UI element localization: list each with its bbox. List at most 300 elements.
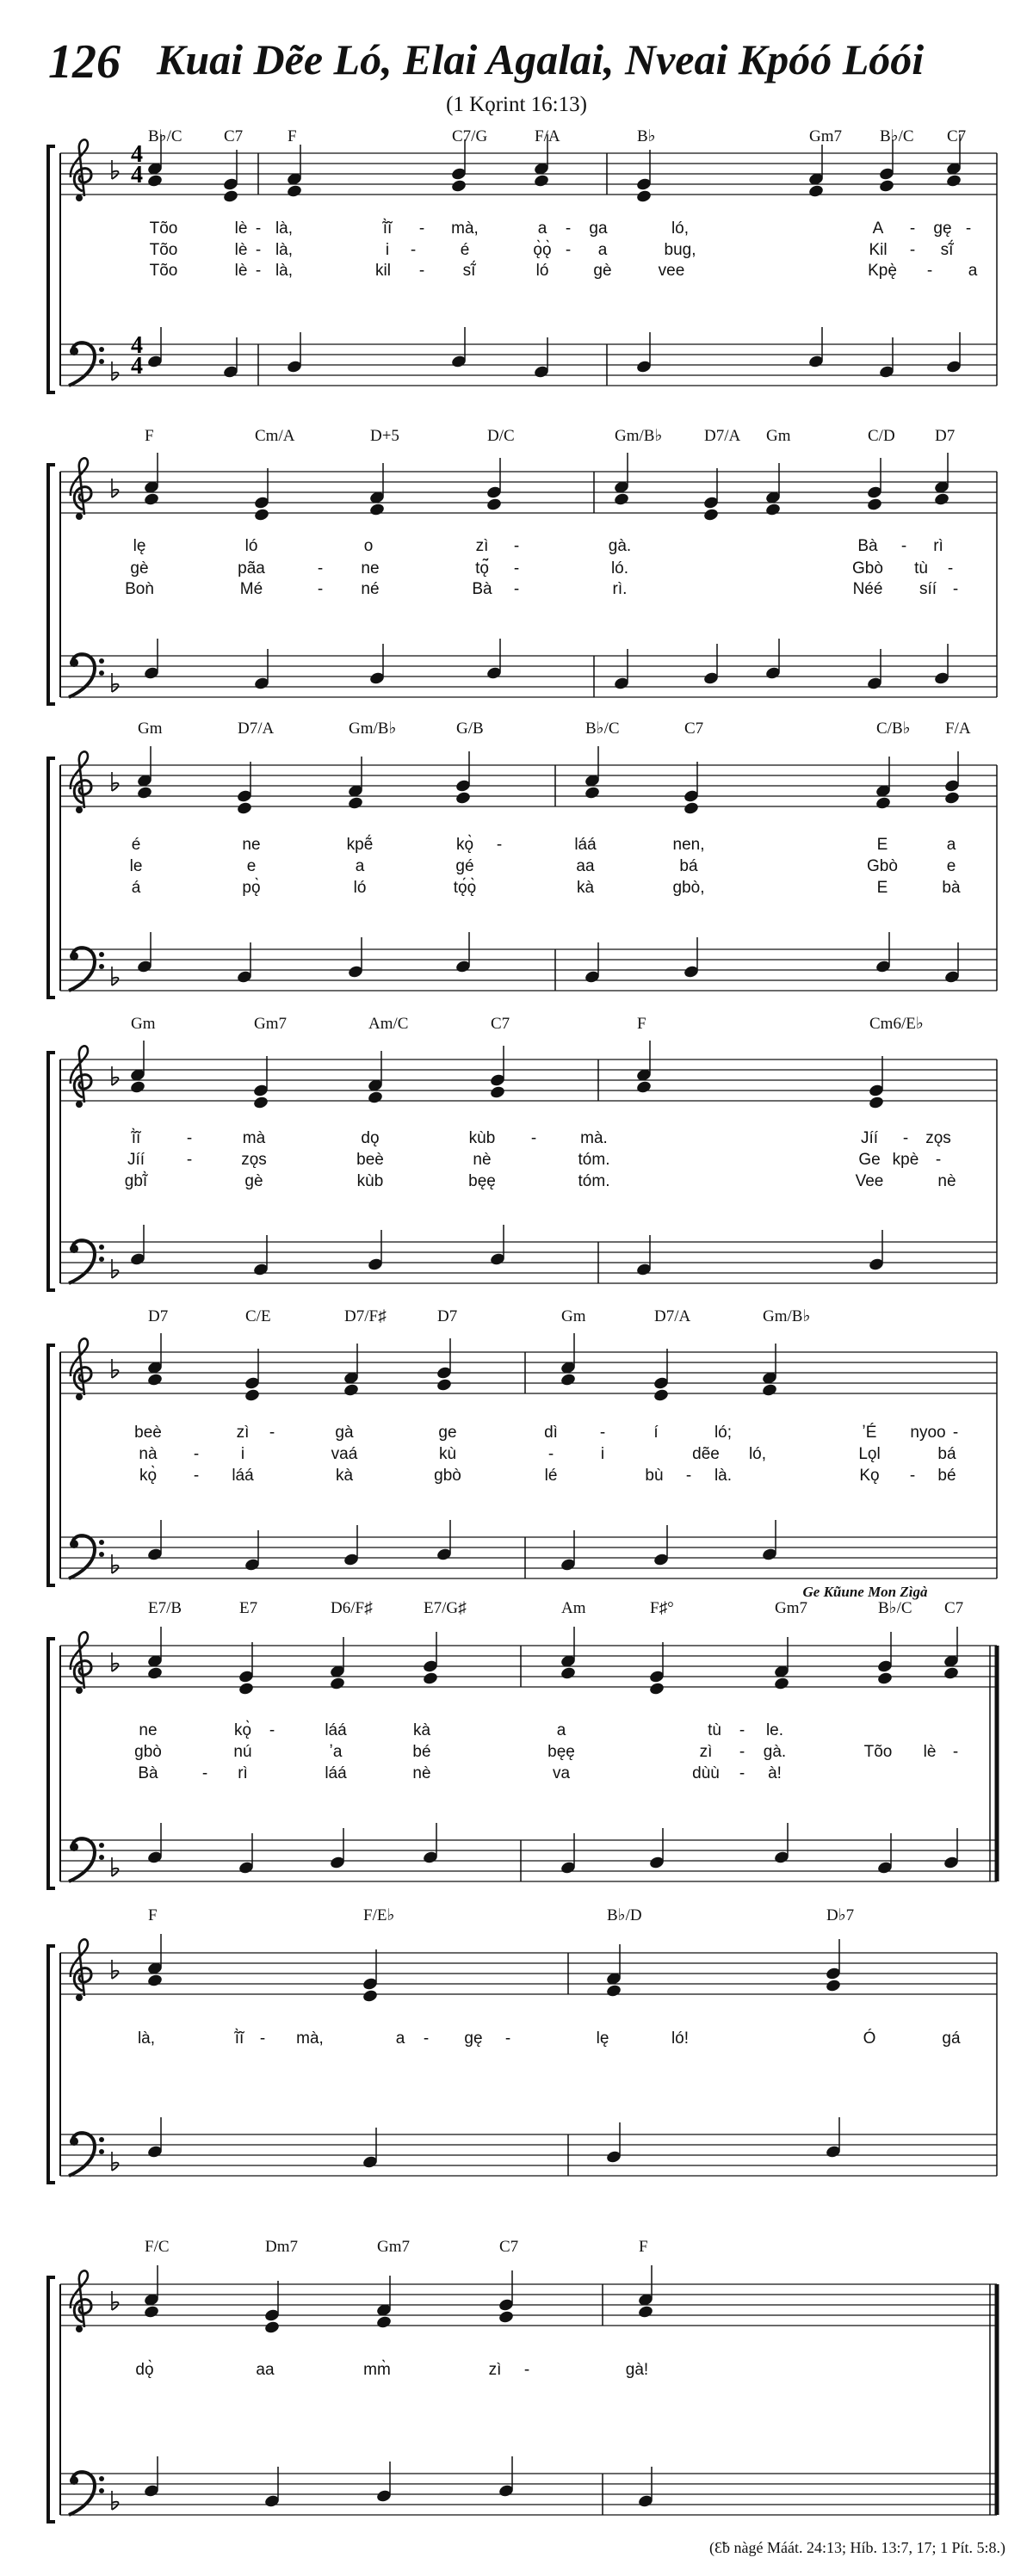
lyric-syllable: - [193, 1445, 200, 1463]
time-signature: 4 [131, 332, 143, 359]
lyric-syllable: - [739, 1743, 745, 1761]
lyric-syllable: - [513, 580, 520, 598]
lyric-syllable: bà [942, 879, 961, 897]
flat-sign [112, 772, 119, 791]
flat-sign [112, 2291, 119, 2310]
lyric-syllable: zǫs [241, 1151, 267, 1169]
lyric-syllable: - [186, 1129, 193, 1147]
lyric-syllable: láá [325, 1721, 347, 1739]
bass-clef [69, 1535, 104, 1578]
performance-annotation: Ge Kũune Mon Zìgà [802, 1584, 928, 1600]
flat-sign [112, 160, 119, 179]
hymn-title: Kuai Dẽe Ló, Elai Agalai, Nveai Kpóó Lóói [157, 35, 925, 83]
lyric-syllable: kùb [468, 1129, 496, 1147]
treble-notehead [252, 1096, 269, 1110]
lyric-syllable: bug, [664, 241, 696, 259]
flat-sign [112, 1359, 119, 1378]
lyric-syllable: - [565, 241, 572, 259]
lyric-syllable: gá [942, 2029, 961, 2048]
lyric-syllable: bá [679, 857, 698, 875]
chord-symbol: D7/A [238, 720, 275, 738]
flat-sign [112, 1652, 119, 1671]
lyric-syllable: ʼÉ [862, 1424, 877, 1442]
lyric-syllable: beè [356, 1151, 384, 1169]
lyric-syllable: á [131, 879, 141, 897]
scripture-reference: (1 Kǫrint 16:13) [446, 93, 587, 116]
chord-symbol: Dm7 [265, 2238, 298, 2256]
lyric-syllable: là, [275, 241, 294, 259]
lyric-syllable: pǫ̀ [242, 879, 261, 897]
treble-notehead [764, 503, 781, 517]
lyric-syllable: nè [473, 1151, 492, 1169]
chord-symbol: C7 [947, 127, 967, 145]
lyric-syllable: tǫ̃́ [475, 559, 489, 578]
treble-notehead [868, 1096, 884, 1110]
lyric-syllable: nú [233, 1743, 252, 1761]
lyric-syllable: va [552, 1764, 571, 1782]
treble-notehead [146, 1666, 163, 1681]
lyric-syllable: gà! [625, 2361, 649, 2379]
lyric-syllable: ló [353, 879, 367, 897]
time-signature: 4 [131, 162, 143, 188]
lyric-syllable: - [513, 537, 520, 555]
chord-symbol: C7/G [452, 127, 488, 145]
lyric-syllable: bá [937, 1445, 956, 1463]
lyric-syllable: beè [134, 1424, 162, 1442]
chord-symbol: C/B♭ [876, 720, 911, 738]
lyric-syllable: gbò, [672, 879, 705, 897]
treble-clef [71, 1046, 91, 1108]
lyric-syllable: gè [130, 559, 149, 578]
lyric-syllable: E [876, 879, 888, 897]
lyric-syllable: Gbò [852, 559, 883, 578]
lyric-syllable: Tõo [149, 219, 178, 238]
lyric-syllable: kà [412, 1721, 431, 1739]
lyric-syllable: - [201, 1764, 208, 1782]
system-bracket [48, 2277, 55, 2522]
chord-symbol: Gm7 [377, 2238, 410, 2256]
lyric-syllable: Kpę̀ [868, 262, 897, 280]
lyric-syllable: ǫ̀ǫ̀ [533, 241, 552, 259]
lyric-syllable: vee [658, 262, 685, 280]
lyric-syllable: bé [937, 1467, 956, 1485]
lyric-syllable: - [504, 2029, 511, 2048]
time-signature: 4 [131, 141, 143, 168]
system-bracket [48, 465, 55, 704]
chord-symbol: C7 [224, 127, 244, 145]
flat-sign [112, 967, 119, 985]
lyric-syllable: lę [133, 537, 146, 555]
lyric-syllable: - [952, 580, 959, 598]
treble-notehead [943, 791, 960, 806]
lyric-syllable: bęę [547, 1743, 575, 1761]
lyric-syllable: Tõo [149, 241, 178, 259]
chord-symbol: C7 [491, 1015, 510, 1033]
lyric-syllable: tóm. [578, 1172, 610, 1190]
hymn-number: 126 [48, 35, 121, 89]
chord-symbol: F/E♭ [363, 1906, 395, 1924]
treble-notehead [866, 497, 882, 512]
treble-notehead [875, 796, 891, 811]
lyric-syllable: zì [475, 537, 489, 555]
treble-clef [71, 1939, 91, 2001]
chord-symbol: E7/B [148, 1599, 182, 1617]
lyric-syllable: Bà [138, 1764, 158, 1782]
treble-notehead [807, 184, 824, 199]
lyric-syllable: gà. [608, 537, 632, 555]
treble-notehead [238, 1682, 254, 1696]
lyric-syllable: ge [438, 1424, 457, 1442]
lyric-syllable: Jíí [127, 1151, 145, 1169]
flat-sign [112, 1259, 119, 1278]
treble-notehead [773, 1677, 789, 1691]
chord-symbol: F/A [535, 127, 560, 145]
lyric-syllable: o [363, 537, 374, 555]
lyric-syllable: nà [139, 1445, 158, 1463]
lyric-syllable: là. [714, 1467, 733, 1485]
lyric-syllable: - [685, 1467, 692, 1485]
lyric-syllable: - [259, 2029, 266, 2048]
lyric-syllable: là, [137, 2029, 156, 2048]
chord-symbol: Am/C [368, 1015, 409, 1033]
treble-notehead [263, 2320, 280, 2335]
lyric-syllable: ló. [610, 559, 629, 578]
lyric-syllable: - [193, 1467, 200, 1485]
chord-symbol: C/E [245, 1307, 271, 1325]
lyric-syllable: - [952, 1743, 959, 1761]
lyric-syllable: - [952, 1424, 959, 1442]
chord-symbol: C7 [499, 2238, 519, 2256]
chord-symbol: Gm [561, 1307, 586, 1325]
bass-clef [69, 654, 104, 697]
treble-notehead [635, 189, 652, 204]
lyric-syllable: dẽe [692, 1445, 720, 1463]
treble-notehead [146, 1974, 163, 1988]
lyric-syllable: gbò [434, 1467, 461, 1485]
lyric-syllable: a [597, 241, 608, 259]
lyric-syllable: ló [244, 537, 258, 555]
lyric-syllable: - [410, 241, 417, 259]
lyric-syllable: a [968, 262, 978, 280]
flat-sign [112, 479, 119, 497]
lyric-syllable: aa [256, 2361, 275, 2379]
chord-symbol: Gm [138, 720, 163, 738]
flat-sign [112, 361, 119, 380]
lyric-syllable: bęę [468, 1172, 496, 1190]
chord-symbol: D7/F♯ [344, 1307, 387, 1325]
lyric-syllable: là, [275, 262, 294, 280]
lyric-syllable: gè [244, 1172, 263, 1190]
lyric-syllable: e [946, 857, 956, 875]
lyric-syllable: pãa [238, 559, 265, 578]
treble-notehead [702, 508, 719, 522]
lyric-syllable: A [872, 219, 884, 238]
chord-symbol: Gm [766, 427, 791, 445]
treble-clef [71, 458, 91, 520]
lyric-syllable: - [965, 219, 972, 238]
lyric-syllable: - [418, 219, 425, 238]
treble-notehead [253, 508, 269, 522]
chord-symbol: Am [561, 1599, 586, 1617]
chord-symbol: B♭/D [607, 1906, 642, 1924]
treble-notehead [146, 174, 163, 188]
lyric-syllable: Lǫl [858, 1445, 881, 1463]
lyric-syllable: - [513, 559, 520, 578]
bass-clef [69, 948, 104, 991]
treble-notehead [584, 786, 600, 800]
lyric-syllable: lé [544, 1467, 558, 1485]
lyric-syllable: rì [238, 1764, 248, 1782]
treble-notehead [489, 1085, 505, 1100]
lyric-syllable: lè [234, 262, 248, 280]
treble-notehead [367, 1090, 383, 1105]
lyric-syllable: dì [544, 1424, 558, 1442]
treble-clef [71, 1632, 91, 1694]
lyric-syllable: tù [914, 559, 928, 578]
lyric-syllable: ĩ̀ĩ [234, 2029, 244, 2048]
lyric-syllable: dǫ̀ [135, 2361, 154, 2379]
lyric-syllable: láá [325, 1764, 347, 1782]
lyric-syllable: a [946, 836, 956, 854]
lyric-syllable: - [255, 219, 262, 238]
lyric-syllable: i [385, 241, 390, 259]
treble-notehead [637, 2305, 653, 2320]
lyric-syllable: ne [139, 1721, 158, 1739]
lyric-syllable: - [423, 2029, 430, 2048]
lyric-syllable: Bà [857, 537, 878, 555]
lyric-syllable: né [361, 580, 380, 598]
lyric-syllable: a [395, 2029, 405, 2048]
lyric-syllable: - [496, 836, 503, 854]
lyric-syllable: Ge [858, 1151, 881, 1169]
lyric-syllable: ʼa [329, 1743, 343, 1761]
flat-sign [112, 1960, 119, 1979]
chord-symbol: F [637, 1015, 646, 1033]
lyric-syllable: Vee [855, 1172, 884, 1190]
lyric-syllable: zì [699, 1743, 713, 1761]
treble-notehead [368, 503, 385, 517]
treble-notehead [222, 189, 238, 204]
treble-notehead [653, 1388, 669, 1403]
lyric-syllable: - [902, 1129, 909, 1147]
lyric-syllable: mà, [451, 219, 479, 238]
lyric-syllable: Tõo [149, 262, 178, 280]
lyric-syllable: sĩ́ [940, 241, 954, 259]
chord-symbol: F [639, 2238, 648, 2256]
lyric-syllable: nyoo [910, 1424, 946, 1442]
lyric-syllable: rì. [612, 580, 628, 598]
treble-notehead [635, 1080, 652, 1095]
lyric-syllable: - [255, 262, 262, 280]
bass-clef [69, 343, 104, 386]
lyric-syllable: aa [576, 857, 595, 875]
bass-clef [69, 1240, 104, 1283]
lyric-syllable: tǫ́ǫ̀ [453, 879, 477, 897]
lyric-syllable: lè [234, 219, 248, 238]
treble-notehead [236, 801, 252, 816]
treble-notehead [329, 1677, 345, 1691]
treble-notehead [436, 1378, 452, 1393]
chord-symbol: C7 [684, 720, 704, 738]
lyric-syllable: tóm. [578, 1151, 610, 1169]
lyric-syllable: nen, [672, 836, 705, 854]
treble-notehead [825, 1979, 841, 1993]
chord-symbol: C/D [868, 427, 895, 445]
lyric-syllable: E [876, 836, 888, 854]
bass-clef [69, 2472, 104, 2515]
treble-notehead [343, 1383, 359, 1398]
system-bracket [48, 1053, 55, 1290]
lyric-syllable: - [317, 559, 324, 578]
chord-symbol: F/A [945, 720, 971, 738]
lyric-syllable: Jíí [860, 1129, 879, 1147]
treble-notehead [533, 174, 549, 188]
treble-notehead [362, 1989, 378, 2004]
time-signature: 4 [131, 353, 143, 380]
lyric-syllable: ĩ̀ĩ [382, 219, 393, 238]
lyric-syllable: le. [765, 1721, 784, 1739]
lyric-syllable: kà [576, 879, 595, 897]
chord-symbol: F [148, 1906, 158, 1924]
lyric-syllable: - [599, 1424, 606, 1442]
lyric-syllable: là, [275, 219, 294, 238]
chord-symbol: D7 [148, 1307, 169, 1325]
lyric-syllable: - [418, 262, 425, 280]
treble-notehead [560, 1373, 576, 1387]
lyric-syllable: a [355, 857, 365, 875]
chord-symbol: D7/A [654, 1307, 691, 1325]
lyric-syllable: - [255, 241, 262, 259]
chord-symbol: Gm7 [254, 1015, 287, 1033]
treble-notehead [244, 1388, 260, 1403]
lyric-syllable: Bà [472, 580, 492, 598]
chord-symbol: C7 [944, 1599, 964, 1617]
lyric-syllable: - [935, 1151, 942, 1169]
flat-sign [112, 1554, 119, 1573]
treble-clef [71, 1338, 91, 1400]
treble-notehead [933, 492, 949, 507]
treble-notehead [347, 796, 363, 811]
lyric-syllable: tù [708, 1721, 721, 1739]
lyric-syllable: bù [645, 1467, 664, 1485]
treble-clef [71, 2270, 91, 2332]
lyric-syllable: gà. [763, 1743, 787, 1761]
lyric-syllable: zǫs [925, 1129, 951, 1147]
lyric-syllable: ne [361, 559, 380, 578]
treble-notehead [943, 1666, 959, 1681]
lyric-syllable: nè [937, 1172, 956, 1190]
chord-symbol: Cm6/E♭ [869, 1015, 924, 1033]
lyric-syllable: dùù [692, 1764, 720, 1782]
lyric-syllable: gbò [134, 1743, 162, 1761]
treble-clef [71, 751, 91, 813]
lyric-syllable: gà [335, 1424, 354, 1442]
lyric-syllable: Tõo [863, 1743, 893, 1761]
lyric-syllable: dǫ [361, 1129, 380, 1147]
chord-symbol: Gm/B♭ [349, 720, 397, 738]
chord-symbol: B♭ [637, 127, 656, 145]
treble-notehead [876, 1671, 893, 1686]
lyric-syllable: - [547, 1445, 554, 1463]
lyric-syllable: a [537, 219, 547, 238]
lyric-syllable: - [186, 1151, 193, 1169]
chord-symbol: B♭/C [148, 127, 182, 145]
lyric-syllable: gé [455, 857, 474, 875]
lyric-syllable: kpè [892, 1151, 919, 1169]
lyric-syllable: kǫ̀ [455, 836, 474, 854]
lyric-syllable: Kǫ [859, 1467, 880, 1485]
chord-symbol: B♭/C [878, 1599, 912, 1617]
chord-symbol: Gm [131, 1015, 156, 1033]
lyric-syllable: ga [589, 219, 608, 238]
lyric-syllable: Mé [239, 580, 263, 598]
lyric-syllable: sĩ́ [462, 262, 476, 280]
lyric-syllable: Ó [863, 2029, 876, 2048]
lyric-syllable: i [240, 1445, 245, 1463]
lyric-syllable: láá [574, 836, 597, 854]
lyric-syllable: ĩ̀ĩ [131, 1129, 141, 1147]
lyric-syllable: i [600, 1445, 605, 1463]
treble-notehead [286, 184, 302, 199]
lyric-syllable: mà. [580, 1129, 608, 1147]
chord-symbol: Gm/B♭ [763, 1307, 811, 1325]
lyric-syllable: kù [438, 1445, 457, 1463]
system-bracket [48, 758, 55, 998]
lyric-syllable: - [926, 262, 933, 280]
lyric-syllable: lè [234, 241, 248, 259]
lyric-syllable: à! [768, 1764, 782, 1782]
chord-symbol: Cm/A [255, 427, 295, 445]
lyric-syllable: e [246, 857, 257, 875]
lyric-syllable: mm̀ [363, 2361, 391, 2379]
lyric-syllable: mà [242, 1129, 266, 1147]
treble-notehead [375, 2315, 392, 2330]
lyric-syllable: vaá [331, 1445, 358, 1463]
system-bracket [48, 1639, 55, 1888]
treble-notehead [878, 179, 894, 194]
treble-notehead [455, 791, 471, 806]
treble-clef [71, 139, 91, 201]
treble-notehead [683, 801, 699, 816]
treble-notehead [498, 2310, 514, 2325]
treble-notehead [450, 179, 467, 194]
chord-symbol: Gm/B♭ [615, 427, 663, 445]
treble-notehead [560, 1666, 576, 1681]
chord-symbol: D7 [935, 427, 956, 445]
lyric-syllable: Gbò [867, 857, 898, 875]
lyric-syllable: - [900, 537, 907, 555]
chord-symbol: D/C [487, 427, 515, 445]
lyric-syllable: ne [242, 836, 261, 854]
lyric-syllable: gè [593, 262, 612, 280]
treble-notehead [605, 1984, 622, 1998]
lyric-syllable: kǫ̀ [139, 1467, 158, 1485]
treble-notehead [761, 1383, 777, 1398]
lyric-syllable: le [129, 857, 143, 875]
chord-symbol: E7/G♯ [424, 1599, 467, 1617]
lyric-syllable: lè [923, 1743, 937, 1761]
lyric-syllable: ló, [748, 1445, 767, 1463]
lyric-syllable: a [556, 1721, 566, 1739]
lyric-syllable: é [131, 836, 141, 854]
lyric-syllable: - [947, 559, 954, 578]
flat-sign [112, 1857, 119, 1876]
lyric-syllable: láá [232, 1467, 254, 1485]
lyric-syllable: - [269, 1721, 275, 1739]
lyric-syllable: gbĩ̀ [124, 1172, 148, 1190]
chord-symbol: D6/F♯ [331, 1599, 373, 1617]
chord-symbol: F [288, 127, 297, 145]
